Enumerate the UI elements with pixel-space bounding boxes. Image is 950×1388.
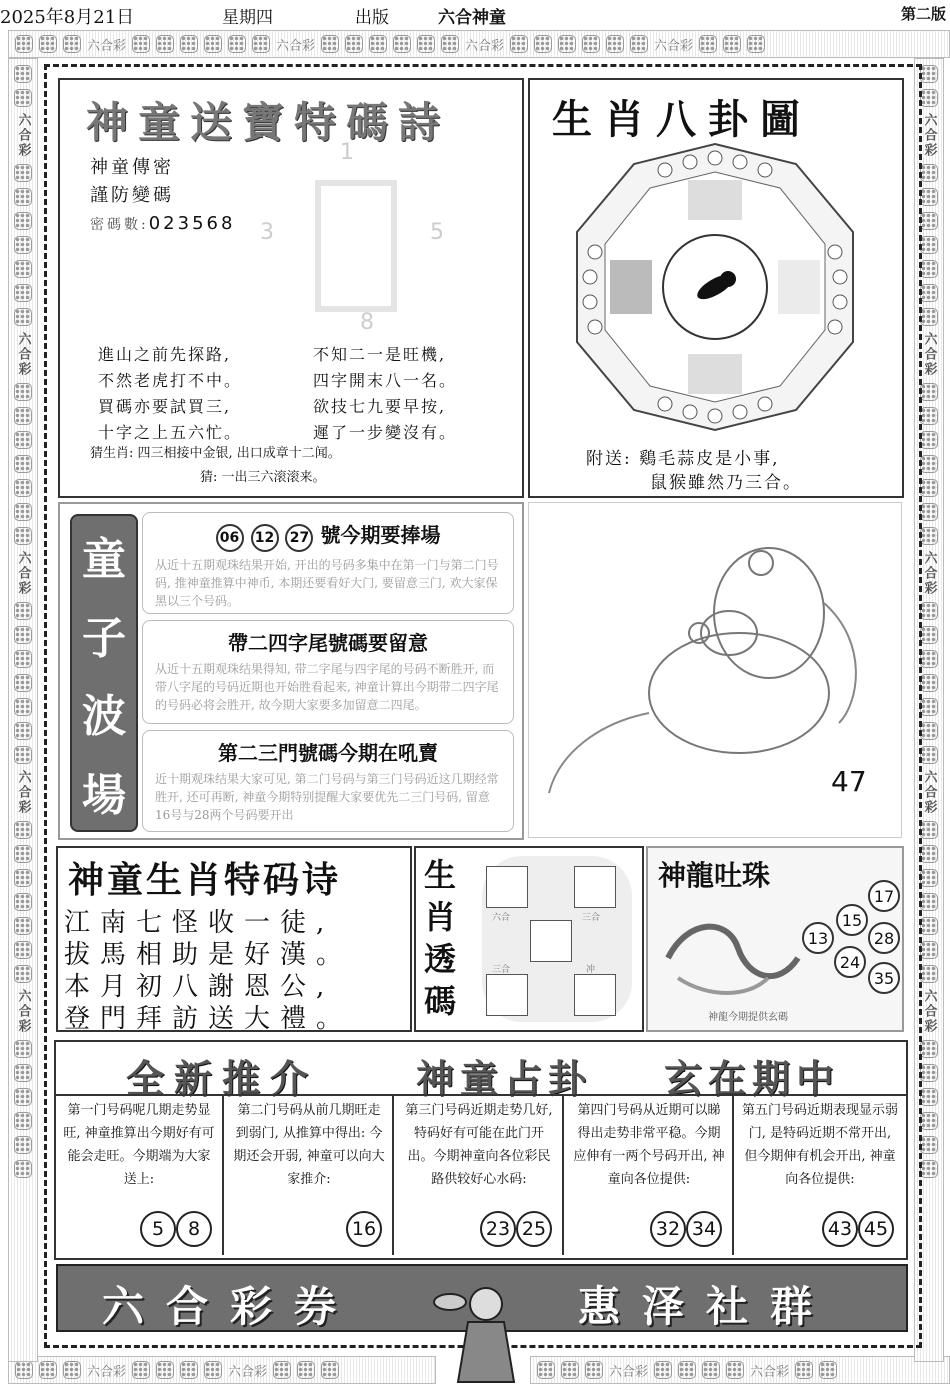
grid-icon — [14, 674, 32, 692]
border-label: 六合彩 — [921, 770, 937, 815]
number-ball: 34 — [686, 1211, 722, 1247]
grid-icon — [920, 602, 938, 620]
grid-icon — [534, 35, 552, 53]
poem-verses — [98, 342, 498, 446]
code-value: 023568 — [148, 213, 236, 234]
grid-icon — [321, 35, 339, 53]
touma-box — [414, 846, 644, 1032]
grid-icon — [14, 164, 32, 182]
rat-number: 47 — [831, 765, 867, 798]
grid-icon — [920, 407, 938, 425]
wave-section-title: 帶二四字尾號碼要留意 — [228, 631, 428, 655]
grid-icon — [654, 1361, 672, 1379]
grid-icon — [132, 35, 150, 53]
grid-icon — [630, 35, 648, 53]
number-ball: 13 — [802, 922, 834, 954]
number-ball: 43 — [822, 1211, 858, 1247]
promo-column-text: 第五门号码近期表现显示弱门, 是特码近期不常开出, 但今期伸有机会开出, 神童向各位提供: — [742, 1103, 899, 1187]
promo-column-text: 第一门号码呢几期走势显旺, 神童推算出今期好有可能会走旺。今期端为大家送上: — [63, 1103, 215, 1187]
grid-icon — [14, 722, 32, 740]
wave-section — [142, 730, 514, 832]
grid-icon — [14, 941, 32, 959]
grid-icon — [273, 1361, 291, 1379]
grid-icon — [14, 308, 32, 326]
promo-heading: 玄在期中 — [664, 1057, 841, 1101]
verse-line: 欲技七九要早按, — [313, 397, 447, 416]
grid-icon — [920, 965, 938, 983]
grid-icon — [920, 188, 938, 206]
wave-side-title — [70, 514, 138, 832]
grid-icon — [14, 431, 32, 449]
poem-title: 神童送寶特碼詩 — [86, 98, 451, 147]
verse-line: 四字開末八一名。 — [313, 371, 458, 390]
wave-side-char: 童 — [82, 534, 126, 586]
grid-icon — [14, 650, 32, 668]
poem-intro-line: 謹防變碼 — [90, 185, 174, 206]
border-label: 六合彩 — [228, 1364, 268, 1380]
grid-icon — [920, 650, 938, 668]
wave-section — [142, 512, 514, 614]
promo-column-text: 第二门号码从前几期旺走到弱门, 从推算中得出: 今期还会开弱, 神童可以向大家推介: — [233, 1103, 385, 1187]
grid-icon — [15, 35, 33, 53]
zodiac-poem-line: 拔馬相助是好漢。 — [64, 940, 353, 970]
grid-icon — [14, 1160, 32, 1178]
brand-name: 六合神童 — [438, 8, 506, 28]
grid-icon — [920, 383, 938, 401]
grid-icon — [920, 893, 938, 911]
grid-icon — [920, 722, 938, 740]
grid-icon — [15, 1361, 33, 1379]
guess-animal: 猜生肖: 四三相接中金银, 出口成章十二闻。 — [90, 446, 341, 461]
grid-icon — [14, 626, 32, 644]
border-bottom-left — [8, 1356, 436, 1384]
grid-icon — [678, 1361, 696, 1379]
border-label: 六合彩 — [87, 38, 127, 54]
grid-icon — [345, 35, 363, 53]
grid-icon — [14, 407, 32, 425]
wave-section-title: 第二三門號碼今期在吼賣 — [218, 741, 438, 765]
border-label: 六合彩 — [15, 770, 31, 815]
watermark-digit: 3 — [260, 220, 274, 245]
number-ball: 16 — [346, 1211, 382, 1247]
grid-icon — [39, 1361, 57, 1379]
grid-icon — [920, 431, 938, 449]
dragon-box — [646, 846, 904, 1032]
number-ball: 25 — [516, 1211, 552, 1247]
grid-icon — [920, 164, 938, 182]
border-label: 六合彩 — [609, 1364, 649, 1380]
ox-icon — [574, 974, 616, 1016]
grid-icon — [920, 1136, 938, 1154]
dragon-icon — [658, 898, 808, 1008]
grid-icon — [14, 284, 32, 302]
border-label: 六合彩 — [276, 38, 316, 54]
wave-box — [58, 502, 524, 840]
number-ball: 28 — [868, 922, 900, 954]
number-ball: 5 — [140, 1211, 176, 1247]
zodiac-poem-box — [56, 846, 412, 1032]
grid-icon — [699, 35, 717, 53]
page-number: 第二版 — [900, 5, 946, 23]
wave-section — [142, 620, 514, 724]
grid-icon — [14, 917, 32, 935]
grid-icon — [14, 236, 32, 254]
wave-section-text: 从近十五期观珠结果开始, 开出的号码多集中在第一门与第二门号码, 推神童推算中神币, 本期还要看好大门, 要留意三门, 欢大家保黑以三个号码。 — [155, 558, 499, 608]
promo-column — [736, 1095, 904, 1255]
grid-icon — [819, 1361, 837, 1379]
number-ball: 35 — [868, 962, 900, 994]
poem-intro — [90, 154, 235, 239]
grid-icon — [180, 35, 198, 53]
grid-icon — [920, 1040, 938, 1058]
verse-line: 遲了一步變沒有。 — [313, 423, 458, 442]
grid-icon — [14, 1040, 32, 1058]
watermark-glyph — [315, 180, 397, 312]
issue-date: 2025年8月21日 — [0, 7, 135, 28]
promo-column — [226, 1095, 394, 1255]
wave-side-char: 子 — [82, 612, 126, 664]
grid-icon — [920, 821, 938, 839]
bagua-note: 鼠猴雖然乃三合。 — [650, 473, 802, 493]
grid-icon — [14, 965, 32, 983]
zodiac-poem-line: 本月初八謝恩公, — [64, 972, 335, 1002]
grid-icon — [920, 698, 938, 716]
number-ball: 24 — [834, 946, 866, 978]
number-ball: 8 — [176, 1211, 212, 1247]
grid-icon — [920, 284, 938, 302]
rat-box — [528, 502, 902, 838]
verse-line: 進山之前先探路, — [98, 345, 232, 364]
grid-icon — [156, 1361, 174, 1379]
number-ball: 32 — [650, 1211, 686, 1247]
verse-line: 十字之上五六忙。 — [98, 423, 243, 442]
grid-icon — [63, 1361, 81, 1379]
grid-icon — [14, 1064, 32, 1082]
footer-right-text: 惠泽社群 — [578, 1282, 835, 1331]
grid-icon — [14, 698, 32, 716]
grid-icon — [14, 212, 32, 230]
number-ball: 23 — [480, 1211, 516, 1247]
wave-section-text: 近十期观珠结果大家可见, 第二门号码与第三门号码近这几期经常胜开, 还可再断, 神童今期特别提醒大家要优先二三门号码, 留意16号与28两个号码要开出 — [155, 772, 499, 822]
promo-column-text: 第三门号码近期走势几好, 特码好有可能在此门开出。今期神童向各位彩民路供较好心水码: — [405, 1103, 553, 1187]
border-label: 六合彩 — [654, 38, 694, 54]
wave-section-text: 从近十五期观珠结果得知, 带二字尾与四字尾的号码不断胜开, 而带八字尾的号码近期也开始胜看起来, 神童计算出今期带二四字尾的号码必将会胜开, 故今期大家要多加留意二四尾。 — [155, 662, 499, 712]
grid-icon — [920, 503, 938, 521]
grid-icon — [14, 1088, 32, 1106]
grid-icon — [14, 188, 32, 206]
grid-icon — [795, 1361, 813, 1379]
grid-icon — [321, 1361, 339, 1379]
ox-icon — [486, 866, 528, 908]
border-left — [8, 58, 38, 1362]
grid-icon — [14, 479, 32, 497]
poem-intro-line: 神童傳密 — [90, 157, 174, 178]
grid-icon — [204, 1361, 222, 1379]
border-label: 六合彩 — [750, 1364, 790, 1380]
page-header — [0, 0, 950, 30]
guess-number: 猜: 一出三六滚滚来。 — [200, 470, 326, 485]
ox-icon — [574, 866, 616, 908]
grid-icon — [537, 1361, 555, 1379]
grid-icon — [920, 626, 938, 644]
grid-icon — [14, 602, 32, 620]
bagua-title: 生肖八卦圖 — [552, 97, 812, 143]
grid-icon — [747, 35, 765, 53]
number-ball: 17 — [868, 880, 900, 912]
grid-icon — [920, 89, 938, 107]
touma-label: 冲 — [586, 965, 596, 975]
grid-icon — [920, 917, 938, 935]
grid-icon — [561, 1361, 579, 1379]
grid-icon — [920, 1160, 938, 1178]
child-mascot-icon — [430, 1282, 530, 1386]
grid-icon — [14, 821, 32, 839]
touma-title-char: 肖 — [424, 898, 457, 936]
border-label: 六合彩 — [921, 332, 937, 377]
border-label: 六合彩 — [921, 113, 937, 158]
code-label: 密碼數: — [90, 217, 149, 233]
grid-icon — [920, 236, 938, 254]
touma-label: 三合 — [582, 913, 601, 923]
zodiac-poem-title: 神童生肖特码诗 — [68, 859, 342, 901]
grid-icon — [156, 35, 174, 53]
grid-icon — [14, 455, 32, 473]
grid-icon — [180, 1361, 198, 1379]
touma-title-char: 透 — [424, 940, 457, 978]
bagua-note: 附送: 鷄毛蒜皮是小事, — [586, 449, 780, 469]
grid-icon — [14, 893, 32, 911]
border-label: 六合彩 — [87, 1364, 127, 1380]
promo-column — [396, 1095, 564, 1255]
border-label: 六合彩 — [15, 332, 31, 377]
touma-label: 六合 — [492, 913, 511, 923]
grid-icon — [920, 1112, 938, 1130]
watermark-digit: 5 — [430, 220, 444, 245]
grid-icon — [252, 35, 270, 53]
touma-title-char: 碼 — [424, 982, 457, 1020]
dragon-title: 神龍吐珠 — [658, 859, 771, 892]
touma-title-char: 生 — [424, 856, 457, 894]
grid-icon — [920, 869, 938, 887]
border-bottom-right — [530, 1356, 950, 1384]
grid-icon — [14, 746, 32, 764]
rat-icon — [486, 974, 528, 1016]
border-label: 六合彩 — [921, 551, 937, 596]
dragon-caption: 神龍今期提供玄碼 — [708, 1012, 788, 1023]
touma-label: 三合 — [492, 965, 511, 975]
border-label: 六合彩 — [15, 551, 31, 596]
grid-icon — [920, 674, 938, 692]
verse-line: 買碼亦要試買三, — [98, 397, 232, 416]
border-label: 六合彩 — [465, 38, 505, 54]
number-ball: 06 — [216, 524, 244, 552]
grid-icon — [132, 1361, 150, 1379]
grid-icon — [920, 455, 938, 473]
promo-column-text: 第四门号码从近期可以睇得出走势非常平稳。今期应伸有一两个号码开出, 神童向各位提供: — [573, 1103, 725, 1187]
weekday: 星期四 — [222, 8, 273, 28]
grid-icon — [14, 260, 32, 278]
zodiac-poem-lines — [58, 907, 410, 1032]
border-label: 六合彩 — [15, 113, 31, 158]
watermark — [260, 140, 444, 340]
bagua-box — [528, 78, 904, 498]
grid-icon — [417, 35, 435, 53]
touma-title — [424, 854, 456, 1022]
bagua-wheel — [570, 142, 860, 432]
grid-icon — [14, 845, 32, 863]
grid-icon — [228, 35, 246, 53]
grid-icon — [920, 260, 938, 278]
grid-icon — [14, 1136, 32, 1154]
grid-icon — [510, 35, 528, 53]
grid-icon — [14, 1112, 32, 1130]
tiger-icon — [530, 920, 572, 962]
zodiac-poem-line: 登門拜訪送大禮。 — [64, 1004, 353, 1032]
promo-column — [566, 1095, 734, 1255]
zodiac-poem-line: 江南七怪收一徒, — [64, 908, 335, 938]
grid-icon — [920, 308, 938, 326]
number-ball: 12 — [251, 524, 279, 552]
grid-icon — [14, 503, 32, 521]
watermark-digit: 1 — [340, 140, 354, 165]
number-ball: 15 — [836, 904, 868, 936]
number-ball: 45 — [858, 1211, 894, 1247]
grid-icon — [558, 35, 576, 53]
grid-icon — [204, 35, 222, 53]
border-label: 六合彩 — [15, 989, 31, 1034]
grid-icon — [582, 35, 600, 53]
grid-icon — [723, 35, 741, 53]
publish-label: 出版 — [355, 8, 389, 28]
verse-line: 不知二一是旺機, — [313, 345, 447, 364]
grid-icon — [14, 65, 32, 83]
verse-line: 不然老虎打不中。 — [98, 371, 243, 390]
promo-heading: 神童占卦 — [416, 1057, 593, 1101]
wave-section-title: 號今期要捧場 — [320, 523, 441, 547]
number-ball: 27 — [285, 524, 313, 552]
grid-icon — [920, 1064, 938, 1082]
grid-icon — [606, 35, 624, 53]
grid-icon — [393, 35, 411, 53]
wave-side-char: 場 — [82, 769, 126, 821]
border-top — [8, 30, 950, 58]
grid-icon — [726, 1361, 744, 1379]
grid-icon — [585, 1361, 603, 1379]
grid-icon — [14, 527, 32, 545]
grid-icon — [14, 869, 32, 887]
grid-icon — [702, 1361, 720, 1379]
grid-icon — [920, 845, 938, 863]
watermark-digit: 8 — [360, 310, 374, 335]
grid-icon — [920, 527, 938, 545]
grid-icon — [920, 65, 938, 83]
grid-icon — [920, 941, 938, 959]
poem-box — [58, 78, 524, 498]
promo-column — [56, 1095, 224, 1255]
grid-icon — [920, 1088, 938, 1106]
grid-icon — [920, 479, 938, 497]
grid-icon — [369, 35, 387, 53]
footer-left-text: 六合彩券 — [102, 1282, 359, 1331]
grid-icon — [63, 35, 81, 53]
grid-icon — [297, 1361, 315, 1379]
grid-icon — [920, 746, 938, 764]
border-label: 六合彩 — [921, 989, 937, 1034]
grid-icon — [39, 35, 57, 53]
grid-icon — [14, 383, 32, 401]
wave-side-char: 波 — [82, 691, 126, 743]
grid-icon — [14, 89, 32, 107]
grid-icon — [920, 212, 938, 230]
touma-board — [482, 856, 632, 1022]
promo-heading: 全新推介 — [126, 1057, 319, 1101]
grid-icon — [441, 35, 459, 53]
